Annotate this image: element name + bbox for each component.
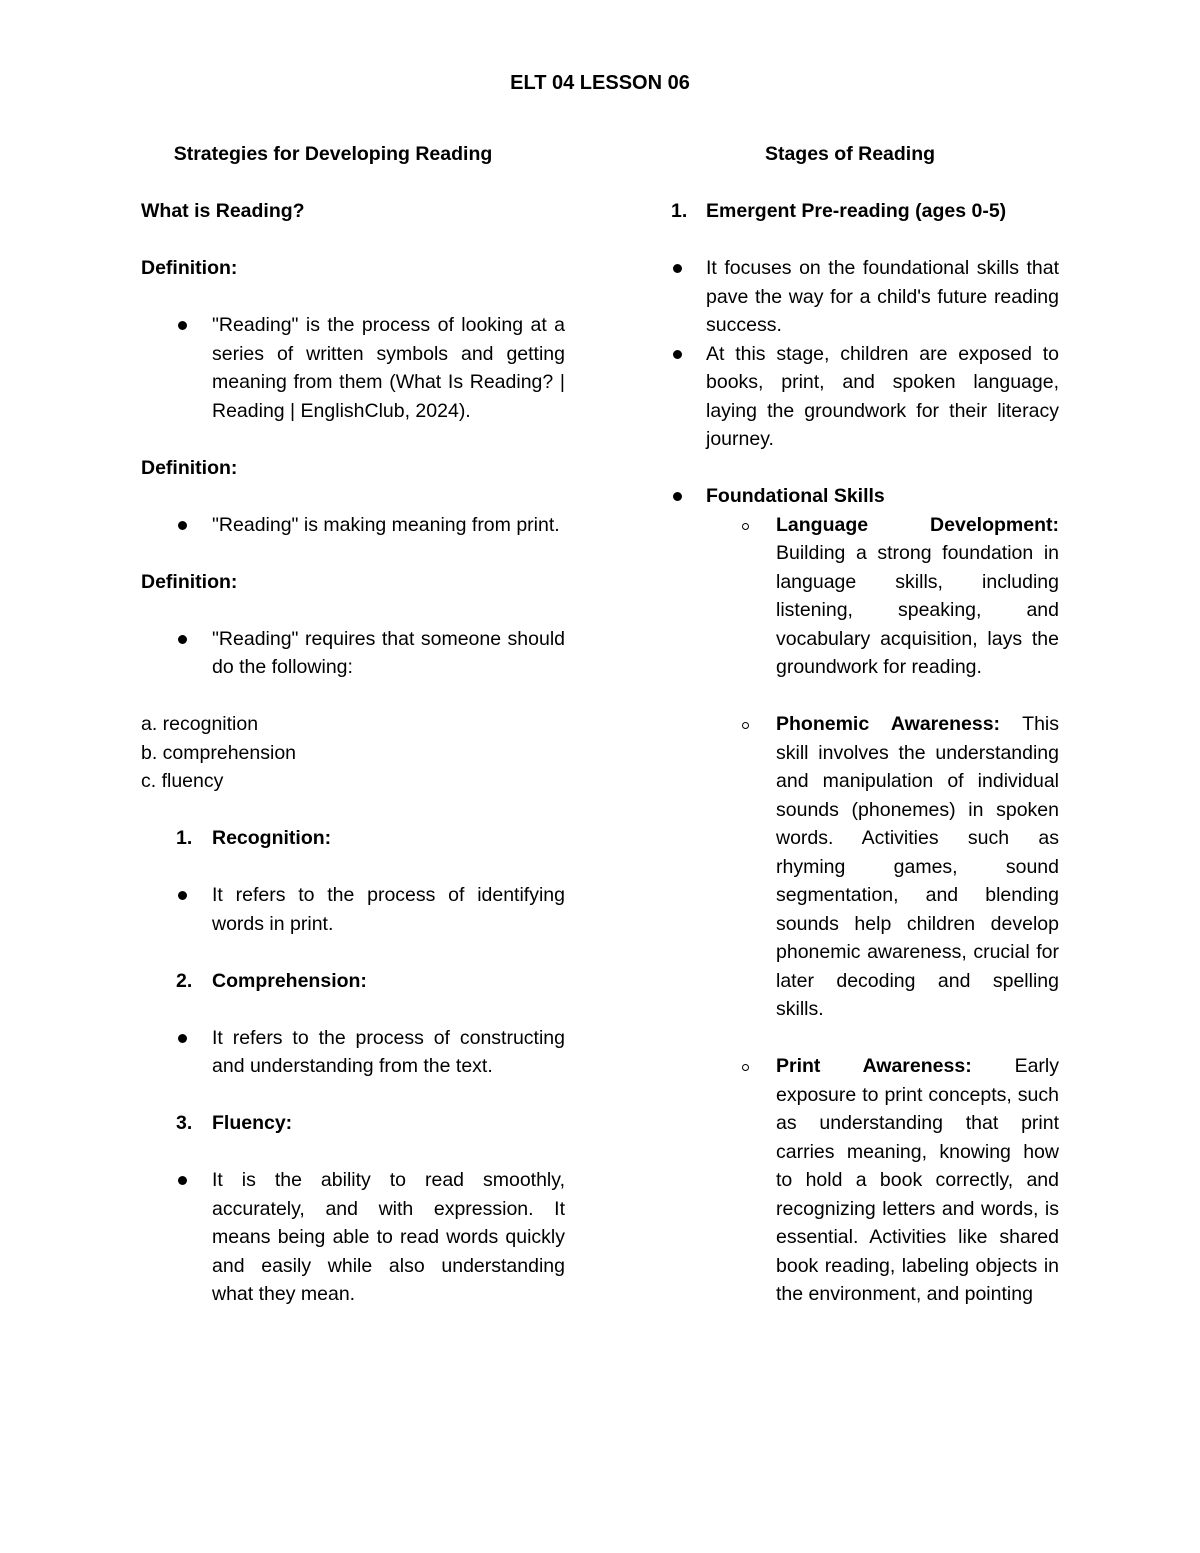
- bullet-icon: [178, 321, 187, 330]
- left-column-heading: Strategies for Developing Reading: [173, 143, 493, 165]
- list-number: 2.: [176, 969, 193, 992]
- component-title: Comprehension:: [212, 969, 367, 992]
- skill-item: [671, 710, 1059, 1024]
- skill-item: [671, 1052, 1059, 1309]
- right-column-heading: Stages of Reading: [764, 143, 936, 165]
- list-number: 1.: [671, 200, 688, 222]
- bullet-icon: [178, 891, 187, 900]
- component-title: Fluency:: [212, 1112, 293, 1134]
- foundational-skills-heading: [671, 482, 1059, 511]
- component-text: It refers to the process of constructing and understanding from the text.: [212, 1026, 565, 1077]
- component-bullet: [141, 1024, 565, 1081]
- component-heading: [141, 967, 565, 996]
- skill-term: Print Awareness:: [776, 1055, 972, 1077]
- stage-bullet-text: It focuses on the foundational skills that pave the way for a child's future reading success.: [706, 257, 1059, 336]
- bullet-icon: [673, 264, 682, 273]
- skill-text: Early exposure to print concepts, such as understanding that print carries meaning, knowing how to hold a book correctly, and recognizing letters and words, is essential. Activities like shared book reading, labeling objects in the environment, and pointing: [776, 1055, 1059, 1305]
- letter-item: b. comprehension: [141, 741, 297, 764]
- component-text: It is the ability to read smoothly, accurately, and with expression. It means being able to read words quickly and easily while also understanding what they mean.: [212, 1169, 565, 1305]
- stage-bullet-text: At this stage, children are exposed to books, print, and spoken language, laying the groundwork for their literacy journey.: [706, 342, 1059, 450]
- definition-text: "Reading" is the process of looking at a series of written symbols and getting meaning from them (What Is Reading? | Reading | EnglishClub, 2024).: [212, 314, 565, 422]
- letter-item: a. recognition: [141, 713, 259, 735]
- definition-label: Definition:: [141, 257, 238, 279]
- bullet-icon: [178, 1176, 187, 1185]
- bullet-icon: [673, 492, 682, 501]
- stage-title: Emergent Pre-reading (ages 0-5): [706, 200, 1007, 222]
- what-is-reading-heading: What is Reading?: [141, 200, 305, 222]
- stage-bullet: [671, 254, 1059, 340]
- skill-term: Language Development:: [776, 513, 1059, 536]
- left-column: [141, 140, 565, 1309]
- circle-bullet-icon: [742, 722, 749, 729]
- circle-bullet-icon: [742, 523, 749, 530]
- bullet-icon: [178, 521, 187, 530]
- stage-bullet: [671, 340, 1059, 454]
- stage-heading: [671, 197, 1059, 226]
- definition-bullet: [141, 511, 565, 540]
- page-title: ELT 04 LESSON 06: [510, 72, 690, 94]
- component-title: Recognition:: [212, 827, 332, 849]
- letter-item: c. fluency: [141, 770, 224, 792]
- circle-bullet-icon: [742, 1064, 749, 1071]
- list-number: 1.: [176, 827, 193, 849]
- bullet-icon: [673, 350, 682, 359]
- bullet-icon: [178, 635, 187, 644]
- component-text: It refers to the process of identifying words in print.: [212, 884, 565, 935]
- skill-item: [671, 511, 1059, 682]
- definition-text: "Reading" is making meaning from print.: [212, 513, 560, 536]
- component-heading: [141, 824, 565, 853]
- skill-term: Phonemic Awareness:: [776, 713, 1001, 735]
- definition-label: Definition:: [141, 570, 238, 593]
- component-heading: [141, 1109, 565, 1138]
- definition-bullet: [141, 311, 565, 425]
- right-column: [671, 140, 1059, 1309]
- list-number: 3.: [176, 1112, 193, 1134]
- skill-text: This skill involves the understanding and manipulation of individual sounds (phonemes) in spoken words. Activities such as rhyming games, sound segmentation, and blending sounds help children develop phonemic awareness, crucial for later decoding and spelling skills.: [776, 713, 1059, 1020]
- definition-label: Definition:: [141, 456, 238, 479]
- definition-text: "Reading" requires that someone should do the following:: [212, 627, 565, 678]
- component-bullet: [141, 1166, 565, 1309]
- foundational-skills-title: Foundational Skills: [706, 485, 885, 507]
- skill-text: Building a strong foundation in language skills, including listening, speaking, and vocabulary acquisition, lays the groundwork for reading.: [776, 542, 1059, 678]
- definition-bullet: [141, 625, 565, 682]
- bullet-icon: [178, 1034, 187, 1043]
- component-bullet: [141, 881, 565, 938]
